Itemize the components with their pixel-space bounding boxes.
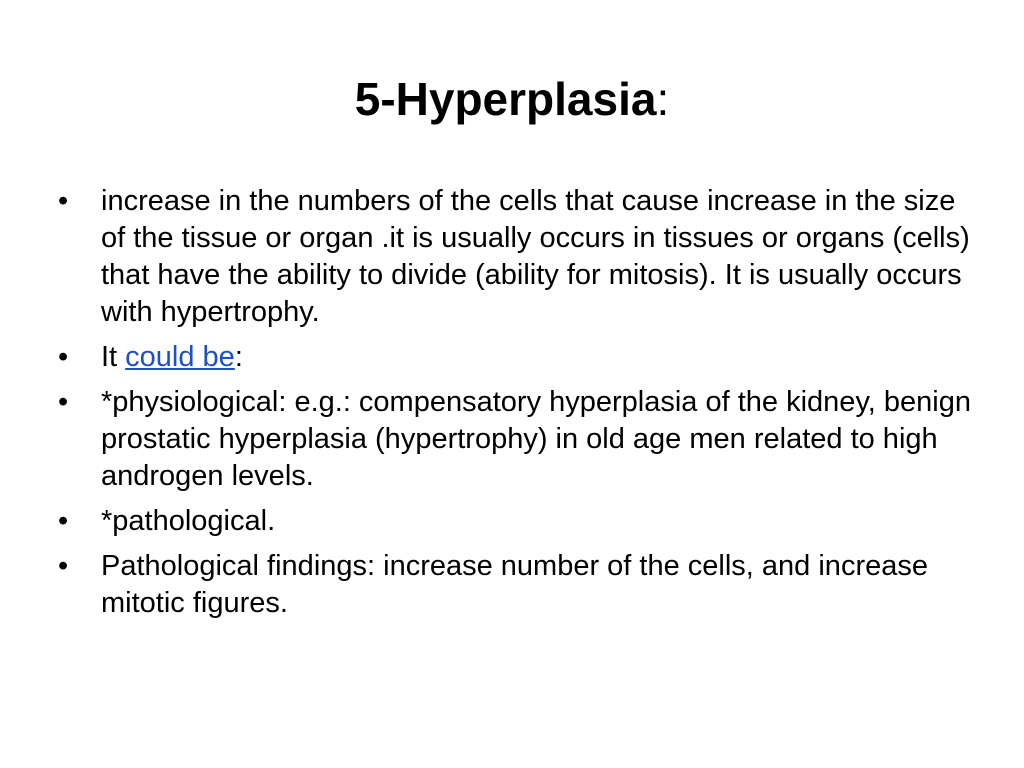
- bullet-list: [54, 183, 974, 630]
- bullet-icon: •: [58, 341, 69, 373]
- bullet-text: increase in the numbers of the cells that cause increase in the size of the tissue or organ .it is usually occurs in tissues or organs (cells) that have the ability to divide (ability for mitosis). It is usually occurs with hypertrophy.: [101, 185, 970, 328]
- bullet-prefix: It: [101, 341, 126, 373]
- bullet-item: [54, 384, 974, 495]
- bullet-icon: •: [58, 185, 69, 217]
- bullet-item: [54, 339, 974, 376]
- bullet-item: [54, 503, 974, 540]
- could-be-link[interactable]: could be: [125, 341, 235, 373]
- bullet-suffix: :: [234, 341, 243, 373]
- slide-title: [0, 68, 1024, 130]
- bullet-text: Pathological findings: increase number of the cells, and increase mitotic figures.: [101, 550, 928, 619]
- bullet-text: *pathological.: [101, 505, 276, 537]
- bullet-icon: •: [58, 550, 69, 582]
- bullet-text: *physiological: e.g.: compensatory hyperplasia of the kidney, benign prostatic hyperplasia (hypertrophy) in old age men related to high androgen levels.: [101, 386, 971, 492]
- bullet-item: [54, 548, 974, 622]
- bullet-item: [54, 183, 974, 331]
- bullet-icon: •: [58, 386, 69, 418]
- bullet-icon: •: [58, 505, 69, 537]
- slide-title-colon: :: [656, 73, 670, 125]
- slide-title-text: 5-Hyperplasia: [354, 73, 657, 125]
